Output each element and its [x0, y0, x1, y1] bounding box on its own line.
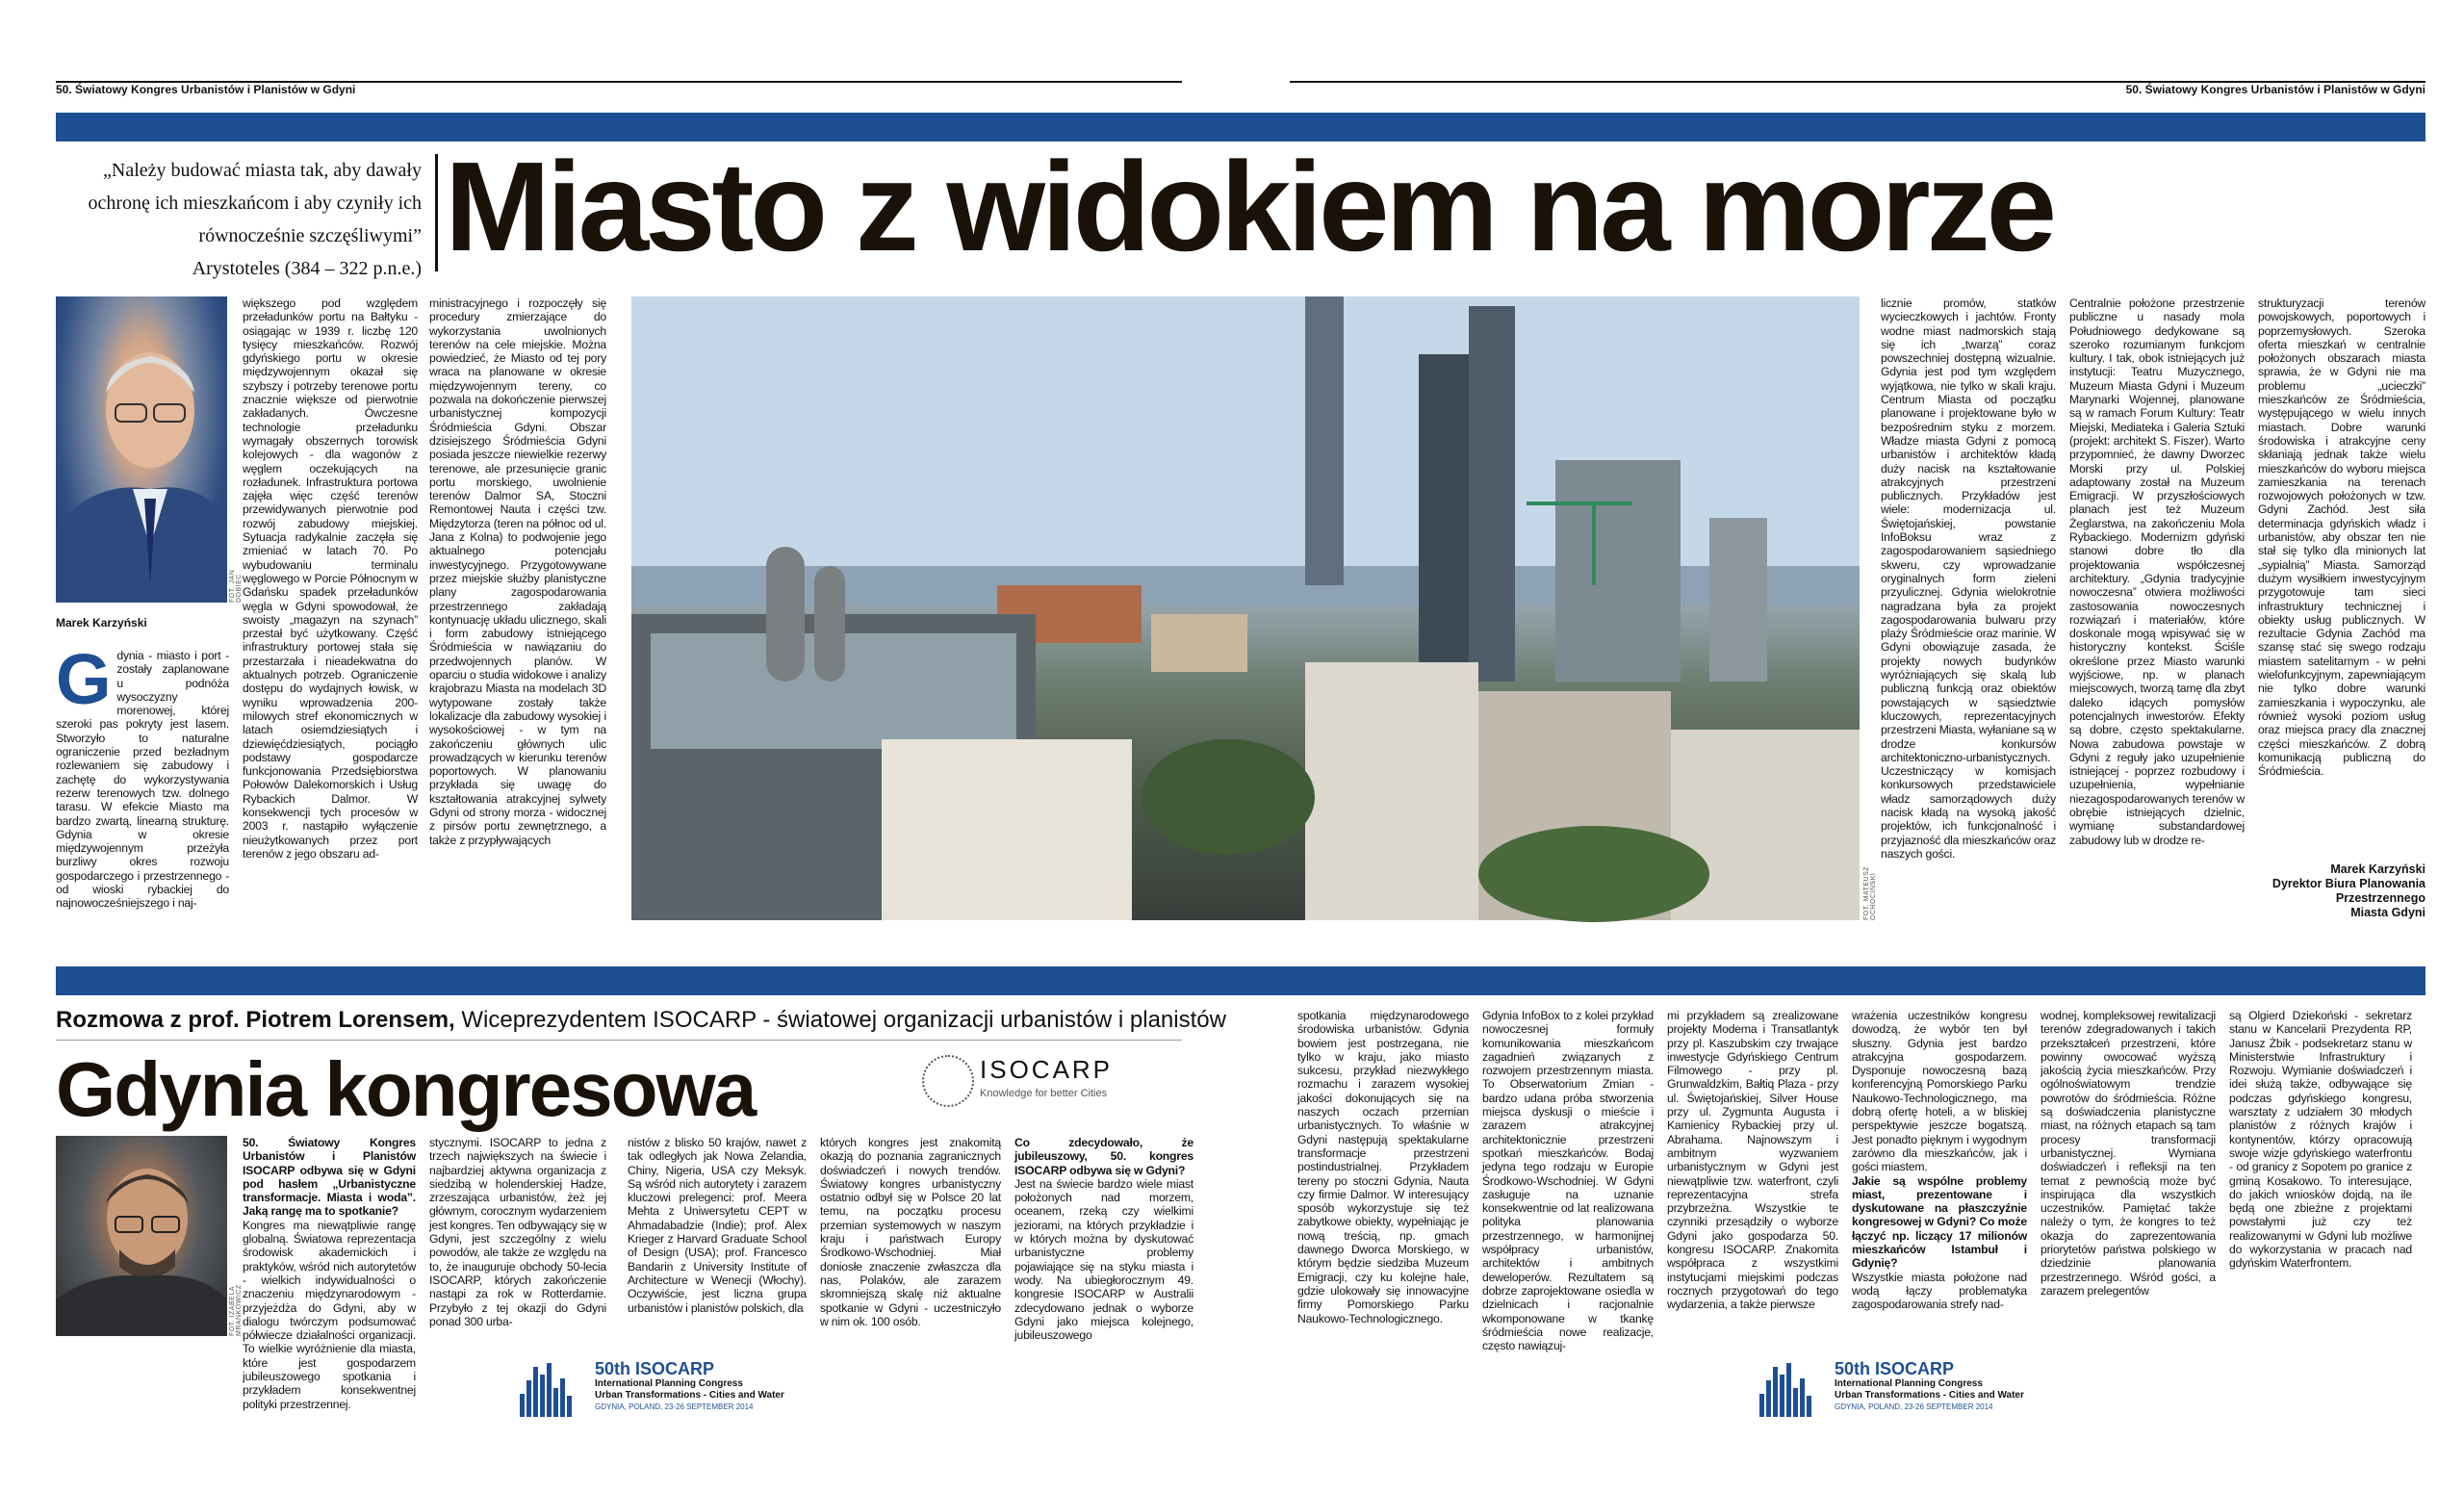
footer-logo-line1: International Planning Congress	[595, 1378, 743, 1389]
signature-title-1: Dyrektor Biura Planowania	[2272, 877, 2426, 890]
interview-kicker	[56, 1007, 1226, 1034]
signature-title-3: Miasta Gdyni	[2350, 906, 2426, 919]
interview-column-3: nistów z blisko 50 krajów, nawet z tak odległych jak Nowa Zelandia, Chiny, Nigeria, USA czy Meksyk. Są wśród nich autorytety i zarazem kluczowi prelegenci: prof. Meera Mehta z Uniwersytetu CEPT w Ahmadabadzie (Indie); prof. Alex Krieger z Harvard Graduate School of Design (USA); prof. Francesco Bandarin z University Institute of Architecture w Wenecji (Włochy). Oczywiście, jest liczna grupa urbanistów i planistów polskich, dla	[628, 1136, 807, 1315]
interview-right-column-5: wodnej, kompleksowej rewitalizacji terenów zdegradowanych i takich przekształceń przestrzeni, które powinny owocować wyższą jakością życia mieszkańców. Przy ogólnoświatowym trendzie powrotów do śródmieścia. Różne są doświadczenia planistyczne miast, na różnych etapach są tam procesy transformacji urbanistycznej. Wymiana doświadczeń i refleksji na ten temat z pewnością może być inspirująca dla wszystkich uczestników. Pamiętać także należy o tym, że kongres to też okazja do zaprezentowania priorytetów państwa polskiego w dziedzinie planowania przestrzennego. Wśród gości, a zarazem prelegentów	[2040, 1009, 2216, 1298]
portrait-figure	[56, 296, 227, 603]
interview-right-column-4	[1852, 1009, 2027, 1340]
quote-author: Arystoteles (384 – 322 p.n.e.)	[192, 258, 422, 279]
header-rule-right	[1290, 81, 2426, 83]
running-header-right: 50. Światowy Kongres Urbanistów i Planistów w Gdyni	[2125, 83, 2426, 96]
article1-column-2: większego pod względem przeładunków portu na Bałtyku - osiągając w 1939 r. liczbę 120 tysięcy mieszkańców. Rozwój gdyńskiego portu w okresie międzywojennym okazał się szybszy i potrzeby terenowe portu znacznie większe od pierwotnie zakładanych. Ówczesne technologie przeładunku wymagały obszernych torowisk kolejowych - dla wagonów z węglem oczekujących na rozładunek. Infrastruktura portowa zajęła więc część terenów przewidywanych pierwotnie pod rozwój zabudowy miejskiej. Sytuacja radykalnie zaczęła się zmieniać w latach 70. Po wybudowaniu terminalu węglowego w Porcie Północnym w Gdańsku spadek przeładunków węgla w Gdyni spowodował, że swoisty „magazyn na szynach” przestał być użytkowany. Część infrastruktury portowej stała się przestarzała i nieadekwatna do aktualnych potrzeb. Ograniczenie dostępu do wydajnych łowisk, w wyniku wprowadzenia 200-milowych stref ekonomicznych w latach osiemdziesiątych i dziewięćdziesiątych, pociągło podstawy gospodarcze funkcjonowania Przedsiębiorstwa Połowów Dalekomorskich i Usług Rybackich Dalmor. W konsekwencji tych procesów w 2003 r. nastąpiło wyłączenie nieużytkowanych przez port terenów z jego obszaru ad-	[243, 296, 418, 861]
city-skyline-illustration	[631, 296, 1860, 920]
quote-line-2: ochronę ich mieszkańcom i aby czyniły ich	[88, 193, 422, 214]
footer-logo-line3: GDYNIA, POLAND, 23-26 SEPTEMBER 2014	[595, 1402, 754, 1411]
opening-quote	[58, 154, 422, 285]
interview-headline: Gdynia kongresowa	[56, 1046, 756, 1132]
answer-3: Wszystkie miasta położone nad wodą łączy problematyka zagospodarowania strefy nad-	[1852, 1270, 2027, 1312]
city-photo	[631, 296, 1860, 920]
quote-line-3: równocześnie szczęśliwymi”	[198, 225, 422, 246]
portrait-credit: FOT. JAN DOBIEC	[229, 569, 243, 603]
interview-right-column-6: są Olgierd Dziekoński - sekretarz stanu w Kancelarii Prezydenta RP, Janusz Żbik - podsekretarz stanu w Ministerstwie Infrastruktury i Rozwoju. Wymianie doświadczeń i idei służą także, odbywające się podczas gdyńskiego kongresu, warsztaty z udziałem 30 młodych planistów z różnych krajów i kontynentów, którzy opracowują swoje wizje gdyńskiego waterfrontu - od granicy z Sopotem po granice z gminą Kosakowo. To interesujące, do jakich wniosków dojdą, na ile będą one zbieżne z projektami powstałymi już czy też realizowanymi w Gdyni lub możliwe do wykorzystania w pracach nad gdyńskim Waterfrontem.	[2229, 1009, 2412, 1271]
blue-band-middle	[56, 966, 2426, 995]
question-1: 50. Światowy Kongres Urbanistów i Planistów ISOCARP odbywa się w Gdyni pod hasłem „Urbanistyczne transformacje. Miasta i woda”. Jaką rangę ma to spotkanie?	[243, 1136, 416, 1219]
interview-column-2: stycznymi. ISOCARP to jedna z trzech największych na świecie i najbardziej aktywna organizacja z siedzibą w holenderskiej Hadze, zrzeszająca urbanistów, żeż jej głównym, corocznym wydarzeniem jest kongres. Ten odbywający się w Gdyni, jest szczególny z wielu powodów, ale także ze względu na to, że inauguruje obchody 50-lecia ISOCARP, których zakończenie nastąpi za rok w Rotterdamie. Przybyło z tej okazji do Gdyni ponad 300 urba-	[429, 1136, 606, 1328]
footer-logo-text-left	[595, 1359, 784, 1413]
answer-2: Jest na świecie bardzo wiele miast położonych nad morzem, oceanem, rzeką czy wielkimi jeziorami, na których przykładzie i w których można by dyskutować urbanistyczne problemy pojawiające się na styku miasta i wody. Na ubiegłorocznym 49. kongresie ISOCARP w Australii zdecydowano jednak o wyborze Gdyni jako miejsca kolejnego, jubileuszowego	[1014, 1176, 1194, 1343]
interview-portrait-figure	[56, 1136, 227, 1336]
interview-right-column-1: spotkania międzynarodowego środowiska urbanistów. Gdynia bowiem jest postrzegana, nie tylko w kraju, jako miasto sukcesu, przykład niezwykłego rozmachu i zarazem wysokiej jakości dokonujących się na naszych oczach przemian urbanistycznych. To właśnie w Gdyni następują spektakularne transformacje przestrzeni postindustrialnej. Przykładem tereny po stoczni Gdynia, Nauta czy firmie Dalmor. W interesujący sposób wykorzystuje się też zabytkowe obiekty, wypełniając je nową treścią, np. gmach dawnego Dworca Morskiego, w którym będzie siedziba Muzeum Emigracji, czy ku kolejne hale, gdzie ulokowały się innowacyjne firmy Pomorskiego Parku Naukowo-Technologicznego.	[1297, 1009, 1469, 1325]
footer-logo-title: 50th ISOCARP	[1835, 1359, 1955, 1378]
main-headline: Miasto z widokiem na morze	[445, 136, 2054, 277]
interview-portrait-credit: FOT. IZABELA MRANKOWICZ	[229, 1284, 243, 1336]
signature-name: Marek Karzyński	[2330, 862, 2426, 876]
kicker-rest: Wiceprezydentem ISOCARP - światowej organizacji urbanistów i planistów	[454, 1007, 1226, 1033]
article1-column-3: ministracyjnego i rozpoczęły się procedury zmierzające do wykorzystania uwolnionych terenów na cele miejskie. Można powiedzieć, że Miasto od tej pory wraca na planowane w okresie międzywojennym tereny, co pozwala na dokończenie pierwszej urbanistycznej kompozycji Śródmieścia Gdyni. Obszar dzisiejszego Śródmieścia Gdyni posiada jeszcze niewielkie rezerwy terenowe, ale przesunięcie granic portu morskiego, uwolnienie terenów Dalmor SA, Stoczni Remontowej Nauta i części tzw. Międzytorza (teren na północ od ul. Jana z Kolna) to podwojenie jego aktualnego potencjału inwestycyjnego. Przygotowywane przez miejskie służby planistyczne plany zagospodarowania przestrzennego zakładają kontynuację układu ulicznego, skali i form zabudowy istniejącego Śródmieścia w nawiązaniu do przedwojennych planów. W oparciu o studia widokowe i analizy krajobrazu Miasta na modelach 3D wytypowane zostały także lokalizacje dla zabudowy wysokiej i wysokościowej - w tym na zakończeniu głównych ulic prowadzących w kierunku terenów poportowych. W planowaniu przykłada się uwagę do kształtowania atrakcyjnej sylwety Gdyni od strony morza - widocznej z pirsów portu zewnętrznego, a także z przypływających	[429, 296, 606, 847]
answer-1: Kongres ma niewątpliwie rangę globalną. Światowa reprezentacja środowisk akademickich i praktyków, wśród nich autorytetów - wielkich indywidualności o znaczeniu międzynarodowym - przyjeżdża do Gdyni, aby w dialogu twórczym podsumować półwiecze działalności organizacji. To wielkie wyróżnienie dla miasta, które jest gospodarzem jubileuszowego spotkania i przykładem konsekwentnej polityki przestrzennej.	[243, 1218, 416, 1411]
interview-column-1	[243, 1136, 416, 1411]
skyline-logo-icon	[1759, 1363, 1827, 1417]
quote-divider	[435, 154, 438, 271]
article1-column-6: strukturyzacji terenów powojskowych, poportowych i poprzemysłowych. Szeroka oferta mieszkań w centralnie położonych obszarach miasta sprawia, że w Gdyni nie ma problemu „ucieczki” mieszkańców ze Śródmieścia, występującego w wielu innych miastach. Dobre warunki środowiska i atrakcyjne ceny skłaniają jednak także wielu mieszkańców do wyboru miejsca zamieszkania na terenach rozwojowych położonych w tzw. Gdyni Zachód. Jest siła determinacja gdyńskich władz i urbanistów, aby obszar ten nie stał się tylko dla minionych lat „sypialnią” Miasta. Samorząd dużym wysiłkiem inwestycyjnym przygotowuje tam sieci infrastruktury technicznej i obiekty usług publicznych. W rezultacie Gdynia Zachód ma szansę stać się swego rodzaju miastem satelitarnym - w pełni wielofunkcyjnym, zapewniającym nie tylko dobre warunki zamieszkania i wypoczynku, ale również wysoki poziom usług oraz miejsca pracy dla znacznej części mieszkańców. Z dobrą komunikacją publiczną do Śródmieścia.	[2258, 296, 2426, 779]
footer-logo-line3: GDYNIA, POLAND, 23-26 SEPTEMBER 2014	[1835, 1402, 1993, 1411]
skyline-logo-icon	[520, 1363, 587, 1417]
question-3: Jakie są wspólne problemy miast, prezentowane i dyskutowane na płaszczyźnie kongresowej w Gdyni? Co może łączyć np. liczący 17 milionów mieszkańców Istambuł i Gdynię?	[1852, 1173, 2027, 1271]
interview-portrait-photo	[56, 1136, 227, 1336]
footer-logo-title: 50th ISOCARP	[595, 1359, 715, 1378]
interview-column-5	[1014, 1136, 1194, 1343]
interview-right-column-2: Gdynia InfoBox to z kolei przykład nowoczesnej formuły komunikowania mieszkańcom zagadnień związanych z rozwojem przestrzennym miasta. To Obserwatorium Zmian - bardzo udana próba stworzenia miejsca dyskusji o mieście i zarazem atrakcyjnej architektonicznie przestrzeni spotkań mieszkańców. Bodaj jedyna tego rodzaju w Europie Środkowo-Wschodniej. W Gdyni zasługuje na uznanie konsekwentnie od lat realizowana polityka planowania przestrzennego, w harmonijnej współpracy urbanistów, architektów i ambitnych deweloperów. Rezultatem są dobrze zaprojektowane osiedla w dzielnicach i racjonalnie wkomponowane w tkankę śródmieścia nowe realizacje, często nawiązuj-	[1482, 1009, 1654, 1353]
portrait-photo	[56, 296, 227, 603]
isocarp-tagline: Knowledge for better Cities	[980, 1088, 1108, 1099]
isocarp-logo-name: ISOCARP	[980, 1055, 1114, 1084]
question-2: Co zdecydowało, że jubileuszowy, 50. kongres ISOCARP odbywa się w Gdyni?	[1014, 1136, 1194, 1177]
footer-logo-line1: International Planning Congress	[1835, 1378, 1983, 1389]
isocarp-emblem-icon	[922, 1055, 974, 1107]
kicker-rule	[56, 1040, 1182, 1041]
article1-column-4: licznie promów, statków wycieczkowych i jachtów. Fronty wodne miast nadmorskich stają się ich „twarzą” coraz powszechniej dostępną wizualnie. Gdynia jest pod tym względem wyjątkowa, nie tylko w skali kraju. Centrum Miasta od początku planowane i projektowane było w bezpośrednim styku z morzem. Władze miasta Gdyni z pomocą urbanistów i architektów kładą duży nacisk na kształtowanie atrakcyjnych przestrzeni publicznych. Przykładów jest wiele: modernizacja ul. Świętojańskiej, powstanie InfoBoksu wraz z zagospodarowaniem sąsiedniego skweru, czy wprowadzanie oryginalnych form zieleni przyulicznej. Gdynia wielokrotnie nagradzana była za projekt zagospodarowania bulwaru przy plaży Śródmieście oraz marinie. W Gdyni obowiązuje zasada, że projekty nowych budynków wyróżniających się skalą lub publiczną funkcją oraz obiektów powstających w sąsiedztwie kluczowych, reprezentacyjnych przestrzeni Miasta, wyłaniane są w drodze konkursów architektoniczno-urbanistycznych. Uczestniczący w komisjach konkursowych przedstawiciele władz samorządowych duży nacisk kładą na wysoką jakość projektów, ich funkcjonalność i przyjazność dla mieszkańców oraz naszych gości.	[1881, 296, 2056, 861]
article1-column-1-text: dynia - miasto i port - zostały zaplanowane u podnóża wysoczyzny morenowej, której szeroki pas pokryty jest lasem. Stworzyło to naturalne ograniczenie przed bezładnym rozlewaniem się zabudowy i zachętę do wykorzystywania rezerw terenowych tzw. dolnego tarasu. W efekcie Miasto ma bardzo zwartą, linearną strukturę. Gdynia w okresie międzywojennym przeżyła burzliwy okres rozwoju gospodarczego i przestrzennego - od wioski rybackiej do najnowocześniejszego i naj-	[56, 649, 229, 911]
footer-logo-line2: Urban Transformations - Cities and Water	[1835, 1390, 2024, 1401]
signature-title-2: Przestrzennego	[2335, 891, 2426, 905]
interview-column-4: których kongres jest znakomitą okazją do poznania zagranicznych doświadczeń i nowych trendów. Światowy kongres urbanistyczny ostatnio odbył się w Polsce 20 lat temu, na początku procesu przemian systemowych w naszym kraju i państwach Europy Środkowo-Wschodniej. Miał doniosłe znaczenie zwłaszcza dla nas, Polaków, ale zarazem skromniejszą skalę niż aktualne spotkanie w Gdyni - uczestniczyło w nim ok. 100 osób.	[820, 1136, 1001, 1328]
kicker-bold: Rozmowa z prof. Piotrem Lorensem,	[56, 1007, 455, 1033]
article1-column-1	[56, 639, 229, 928]
portrait-caption: Marek Karzyński	[56, 616, 147, 630]
right-answer-before-question: wrażenia uczestników kongresu dowodzą, że wybór ten był słuszny. Gdynia jest bardzo atrakcyjna gospodarzem. Dysponuje nowoczesną bazą konferencyjną Pomorskiego Parku Naukowo-Technologicznego, ma dobrą ofertę hoteli, a w bliskiej perspektywie jeszcze bogatszą. Jest ponadto pięknym i wygodnym zarówno dla mieszkańców, jak i gości miastem.	[1852, 1009, 2027, 1174]
article1-column-5: Centralnie położone przestrzenie publiczne u nasady mola Południowego dedykowane są szeroko rozumianym funkcjom kultury. I tak, obok istniejących już instytucji: Teatru Muzycznego, Muzeum Miasta Gdyni i Muzeum Marynarki Wojennej, planowane są w ramach Forum Kultury: Teatr Miejski, Mediateka i Galeria Sztuki (projekt: architekt S. Fiszer). Warto przypomnieć, że dawny Dworzec Morski przy ul. Polskiej adaptowany został na Muzeum Emigracji. W przyszłościowych planach jest też Muzeum Żeglarstwa, na zakończeniu Mola Rybackiego. Modernizm gdyński stanowi dobre tło dla projektowania współczesnej architektury. „Gdynia tradycyjnie nowoczesna” otwiera możliwości zastosowania nowoczesnych rozwiązań i materiałów, które doskonale mogą wpisywać się w historyczny kontekst. Ściśle określone przez Miasto warunki wyjściowe, np. w planach miejscowych, tworzą tamę dla zbyt daleko idących pomysłów potencjalnych inwestorów. Efekty są dobre, często spektakularne. Nowa zabudowa powstaje w Gdyni z reguły jako uzupełnienie istniejącej - poprzez rozbudowy i uzupełnienia, wypełnianie niezagospodarowanych terenów w obrębie istniejących dzielnic, wymianę substandardowej zabudowy lub w drodze re-	[2069, 296, 2245, 847]
footer-logo-text-right	[1835, 1359, 2024, 1413]
author-signature	[2258, 862, 2426, 920]
interview-right-column-3: mi przykładem są zrealizowane projekty Modema i Transatlantyk przy pl. Kaszubskim czy trwające inwestycje Gdyńskiego Centrum Filmowego - przy pl. Grunwaldzkim, Bałtiq Plaza - przy ul. Świętojańskiej, Silver House przy ul. Zygmunta Augusta i Kamienicy Rybackiej przy ul. Abrahama. Najnowszym i ambitnym wyzwaniem urbanistycznym w Gdyni jest niewątpliwie tzw. waterfront, czyli reprezentacyjna strefa przybrzeżna. Wszystkie te czynniki przesądziły o wyborze Gdyni jako gospodarza 50. kongresu ISOCARP. Znakomita współpraca z wszystkimi instytucjami miejskimi podczas rocznych przygotowań do tego wydarzenia, a także pierwsze	[1667, 1009, 1838, 1312]
photo-credit: FOT. MATEUSZ OCHOCIŃSKI	[1863, 865, 1877, 920]
dropcap: G	[56, 639, 112, 719]
footer-logo-line2: Urban Transformations - Cities and Water	[595, 1390, 784, 1401]
header-rule-left	[56, 81, 1182, 83]
quote-line-1: „Należy budować miasta tak, aby dawały	[103, 160, 422, 181]
running-header-left: 50. Światowy Kongres Urbanistów i Planistów w Gdyni	[56, 83, 356, 96]
